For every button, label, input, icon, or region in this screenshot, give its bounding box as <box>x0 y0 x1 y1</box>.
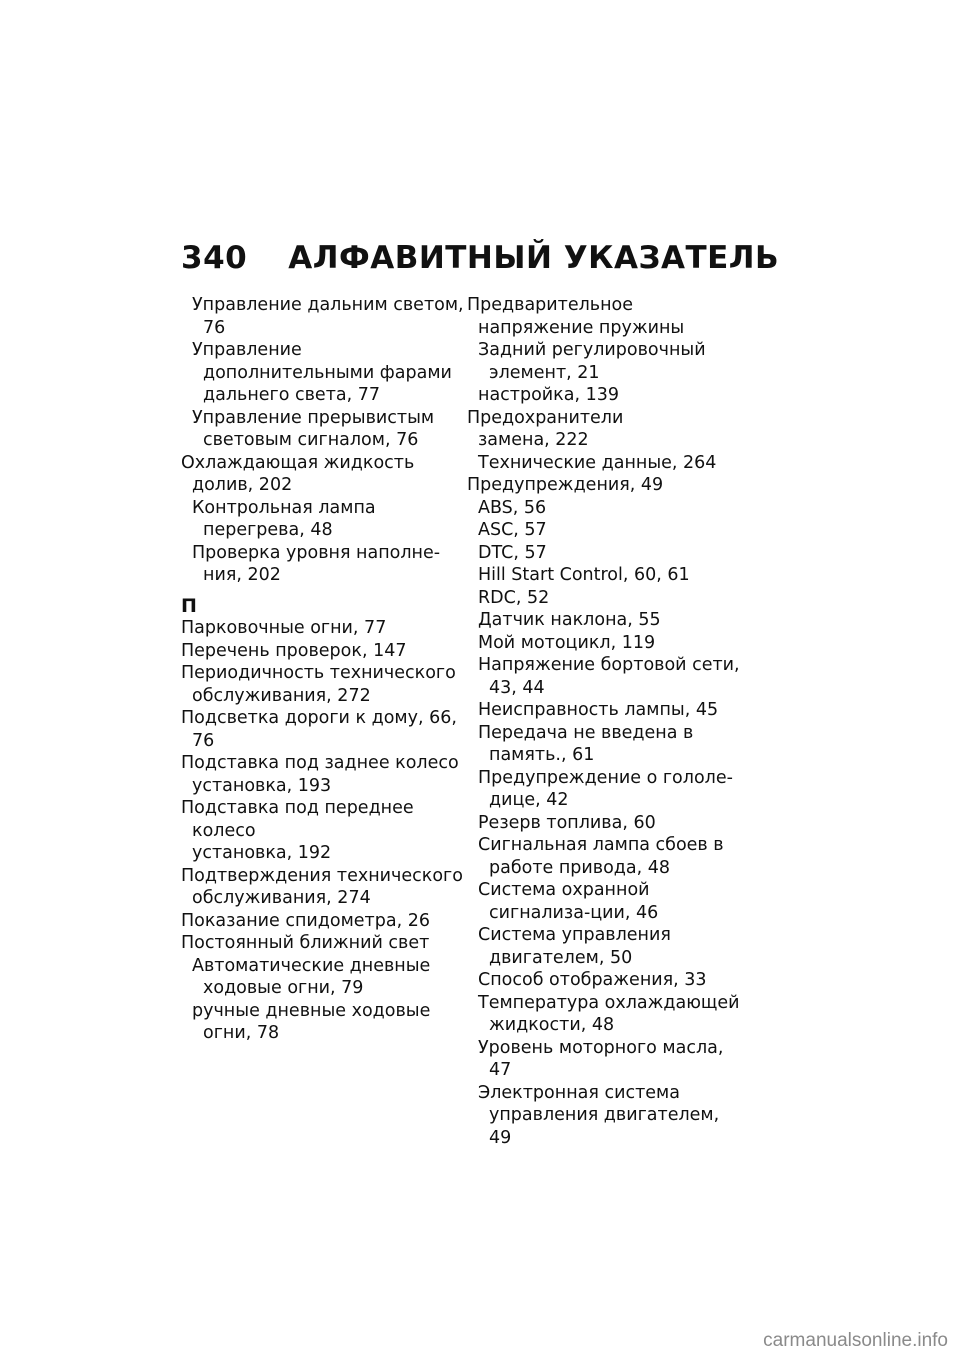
index-subentry: Проверка уровня наполне-ния, 202 <box>192 542 441 585</box>
index-entry: Предварительное напряжение пружины <box>467 295 685 338</box>
page-header <box>181 240 779 276</box>
index-subentry: Управление дальним светом, 76 <box>192 295 464 338</box>
index-entry: Подставка под заднее колесо <box>181 753 459 773</box>
index-subentry: DTC, 57 <box>478 542 547 563</box>
index-subentry: ABS, 56 <box>478 497 547 518</box>
index-subentry: Управление прерывистым световым сигналом, 76 <box>192 407 435 450</box>
index-subentry: Уровень моторного масла, 47 <box>478 1037 724 1080</box>
index-subentry: настройка, 139 <box>478 385 619 405</box>
index-subentry: ручные дневные ходовые огни, 78 <box>192 1000 431 1043</box>
index-subentry: Предупреждение о гололе-дице, 42 <box>478 767 733 810</box>
index-entry: Подсветка дороги к дому, 66, 76 <box>181 708 457 751</box>
index-column-right <box>467 294 742 1149</box>
index-subentry: Мой мотоцикл, 119 <box>478 632 656 653</box>
index-section-letter: П <box>181 594 197 617</box>
index-subentry: Система управления двигателем, 50 <box>478 925 671 968</box>
index-subentry: установка, 192 <box>192 843 332 863</box>
index-subentry: Передача не введена в память., 61 <box>478 722 694 765</box>
index-entry: Подставка под переднее колесо <box>181 798 414 841</box>
index-subentry: Управление дополнительными фарами дальнего света, 77 <box>192 340 452 405</box>
index-entry: Охлаждающая жидкость <box>181 452 415 473</box>
index-subentry: RDC, 52 <box>478 587 550 608</box>
index-subentry: Резерв топлива, 60 <box>478 812 656 833</box>
index-entry: Предохранители <box>467 407 624 428</box>
index-subentry: Температура охлаждающей жидкости, 48 <box>478 992 740 1035</box>
index-subentry: Автоматические дневные ходовые огни, 79 <box>192 955 431 998</box>
page-number: 340 <box>181 240 248 276</box>
index-subentry: замена, 222 <box>478 430 589 450</box>
index-subentry: Технические данные, 264 <box>478 452 717 473</box>
index-subentry: Система охранной сигнализа-ции, 46 <box>478 880 659 923</box>
index-column-left <box>181 294 466 1045</box>
index-subentry: Неисправность лампы, 45 <box>478 700 719 720</box>
index-subentry: Задний регулировочный элемент, 21 <box>478 340 706 383</box>
watermark: carmanualsonline.info <box>763 1330 948 1351</box>
index-subentry: долив, 202 <box>192 475 293 495</box>
index-entry: Показание спидометра, 26 <box>181 910 430 931</box>
index-subentry: Сигнальная лампа сбоев в работе привода, 48 <box>478 835 724 878</box>
index-entry: Периодичность технического обслуживания, 272 <box>181 663 456 706</box>
index-entry: Постоянный ближний свет <box>181 933 430 953</box>
index-entry: Подтверждения технического обслуживания, 274 <box>181 865 463 908</box>
index-entry: Парковочные огни, 77 <box>181 618 387 638</box>
index-subentry: Электронная система управления двигателем, 49 <box>478 1082 720 1148</box>
page-title: АЛФАВИТНЫЙ УКАЗАТЕЛЬ <box>288 240 780 276</box>
index-subentry: Способ отображения, 33 <box>478 970 707 990</box>
index-subentry: Hill Start Control, 60, 61 <box>478 565 690 585</box>
index-subentry: Контрольная лампа перегрева, 48 <box>192 497 376 540</box>
index-entry: Перечень проверок, 147 <box>181 640 407 661</box>
index-subentry: ASC, 57 <box>478 520 547 540</box>
index-subentry: Напряжение бортовой сети, 43, 44 <box>478 655 740 698</box>
index-subentry: Датчик наклона, 55 <box>478 610 661 630</box>
index-entry: Предупреждения, 49 <box>467 475 664 495</box>
index-subentry: установка, 193 <box>192 775 332 796</box>
